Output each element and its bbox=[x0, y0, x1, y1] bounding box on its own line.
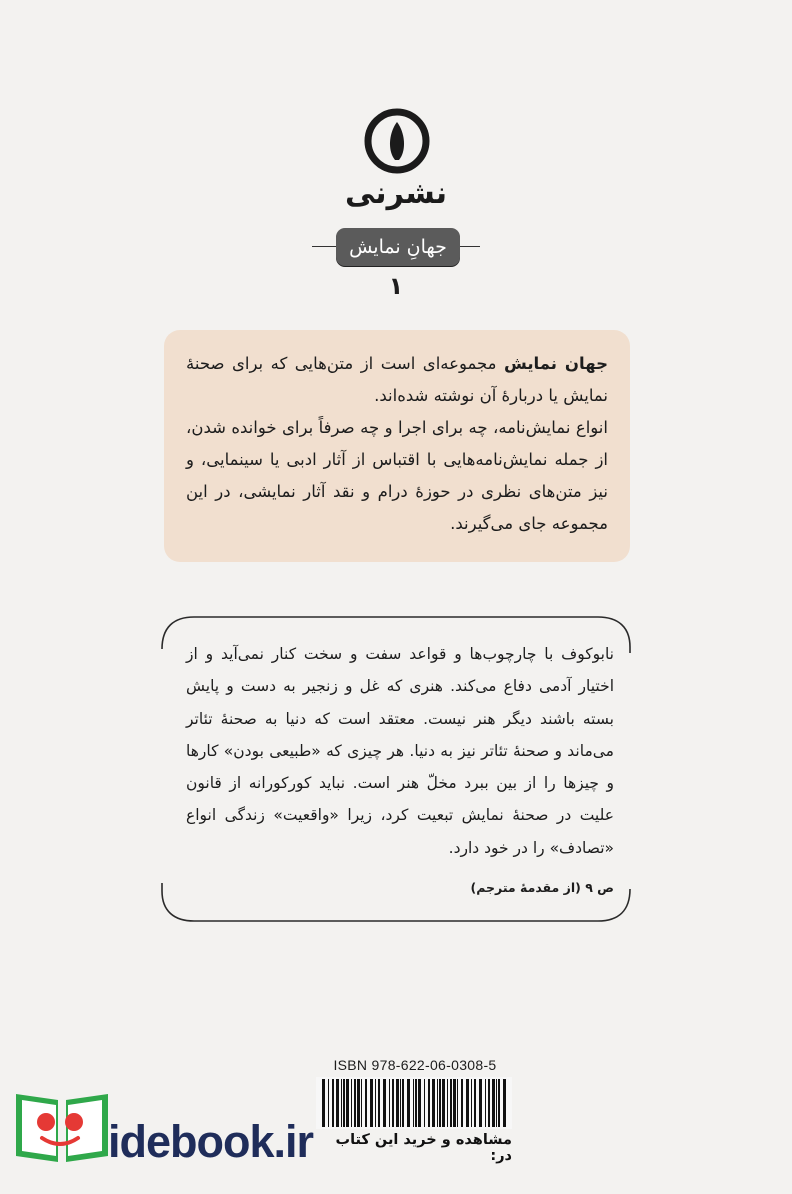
barcode-bar bbox=[354, 1079, 356, 1127]
publisher-logo-icon bbox=[364, 108, 430, 174]
barcode-bar bbox=[488, 1079, 490, 1127]
barcode-bar bbox=[407, 1079, 410, 1127]
barcode-bar bbox=[341, 1079, 342, 1127]
description-paragraph-2: انواع نمایش‌نامه، چه برای اجرا و چه صرفاً برای خوانده شدن، از جمله نمایش‌نامه‌هایی با اقتباس از آثار ادبی یا سینمایی، و نیز متن‌های نظری در حوزهٔ درام و نقد آثار نمایشی، در این مجموعه جای می‌گیرند. bbox=[186, 418, 608, 533]
series-description-box bbox=[164, 330, 630, 562]
barcode-bar bbox=[471, 1079, 472, 1127]
series-name-badge: جهانِ نمایش bbox=[336, 228, 460, 266]
barcode-bar bbox=[365, 1079, 367, 1127]
barcode-bar bbox=[498, 1079, 500, 1127]
barcode-bar bbox=[447, 1079, 448, 1127]
series-number: ۱ bbox=[388, 272, 404, 300]
barcode-bar bbox=[328, 1079, 329, 1127]
barcode-bar bbox=[442, 1079, 445, 1127]
barcode-bar bbox=[453, 1079, 456, 1127]
barcode-bar bbox=[461, 1079, 463, 1127]
barcode-bar bbox=[457, 1079, 458, 1127]
publisher-name: نشرنی bbox=[344, 176, 448, 211]
barcode-bar bbox=[413, 1079, 414, 1127]
barcode-bar bbox=[392, 1079, 394, 1127]
barcode-bar bbox=[492, 1079, 495, 1127]
barcode-bar bbox=[432, 1079, 435, 1127]
barcode-bar bbox=[474, 1079, 476, 1127]
barcode-bar bbox=[375, 1079, 376, 1127]
barcode-bar bbox=[346, 1079, 349, 1127]
barcode bbox=[316, 1077, 512, 1129]
quote-text: نابوکوف با چارچوب‌ها و قواعد سفت و سخت کنار نمی‌آید و از اختیار آدمی دفاع می‌کند. هنری که غل و زنجیر به دست و پایش بسته باشند دیگر هنر نیست. معتقد است که دنیا به صحنهٔ تئاتر می‌ماند و صحنهٔ تئاتر نیز به دنیا. هر چیزی که «طبیعی بودن» کارها و چیزها را از بین ببرد مخلّ هنر است. نباید کورکورانه از قانون علیت در صحنهٔ نمایش تبعیت کرد، زیرا «واقعیت» زندگی انواع «تصادف» را در خود دارد. bbox=[186, 645, 614, 857]
barcode-bar bbox=[437, 1079, 438, 1127]
watermark-site-name[interactable]: idebook.ir bbox=[108, 1116, 314, 1167]
barcode-bar bbox=[485, 1079, 486, 1127]
barcode-bar bbox=[503, 1079, 506, 1127]
watermark-call-to-action: مشاهده و خرید این کتاب در: bbox=[335, 1132, 512, 1164]
barcode-bar bbox=[332, 1079, 334, 1127]
barcode-bar bbox=[424, 1079, 425, 1127]
quote-source: ص ۹ (از مقدمهٔ مترجم) bbox=[470, 880, 614, 895]
barcode-bar bbox=[336, 1079, 339, 1127]
barcode-bar bbox=[389, 1079, 390, 1127]
barcode-bar bbox=[343, 1079, 345, 1127]
barcode-bar bbox=[415, 1079, 417, 1127]
barcode-bar bbox=[450, 1079, 452, 1127]
barcode-bar bbox=[378, 1079, 380, 1127]
barcode-bar bbox=[479, 1079, 482, 1127]
series-divider-right bbox=[458, 246, 480, 247]
barcode-bar bbox=[466, 1079, 469, 1127]
series-divider-left bbox=[312, 246, 338, 247]
description-bold-title: جهان نمایش bbox=[504, 354, 608, 373]
barcode-bar bbox=[357, 1079, 360, 1127]
barcode-bar bbox=[400, 1079, 401, 1127]
barcode-bar bbox=[361, 1079, 362, 1127]
isbn-number: ISBN 978-622-06-0308-5 bbox=[333, 1057, 497, 1073]
barcode-bar bbox=[396, 1079, 399, 1127]
barcode-bar bbox=[322, 1079, 325, 1127]
barcode-bar bbox=[428, 1079, 430, 1127]
back-cover-quote bbox=[186, 638, 614, 864]
barcode-bar bbox=[402, 1079, 404, 1127]
barcode-bar bbox=[351, 1079, 352, 1127]
description-paragraph-1-text: مجموعه‌ای است از متن‌هایی که برای صحنهٔ نمایش یا دربارهٔ آن نوشته شده‌اند. bbox=[186, 354, 608, 405]
open-book-face-icon bbox=[12, 1084, 112, 1170]
barcode-bar bbox=[496, 1079, 497, 1127]
barcode-bar bbox=[439, 1079, 441, 1127]
barcode-bar bbox=[383, 1079, 386, 1127]
barcode-bar bbox=[418, 1079, 421, 1127]
description-paragraph-1 bbox=[186, 348, 608, 412]
barcode-bar bbox=[370, 1079, 373, 1127]
